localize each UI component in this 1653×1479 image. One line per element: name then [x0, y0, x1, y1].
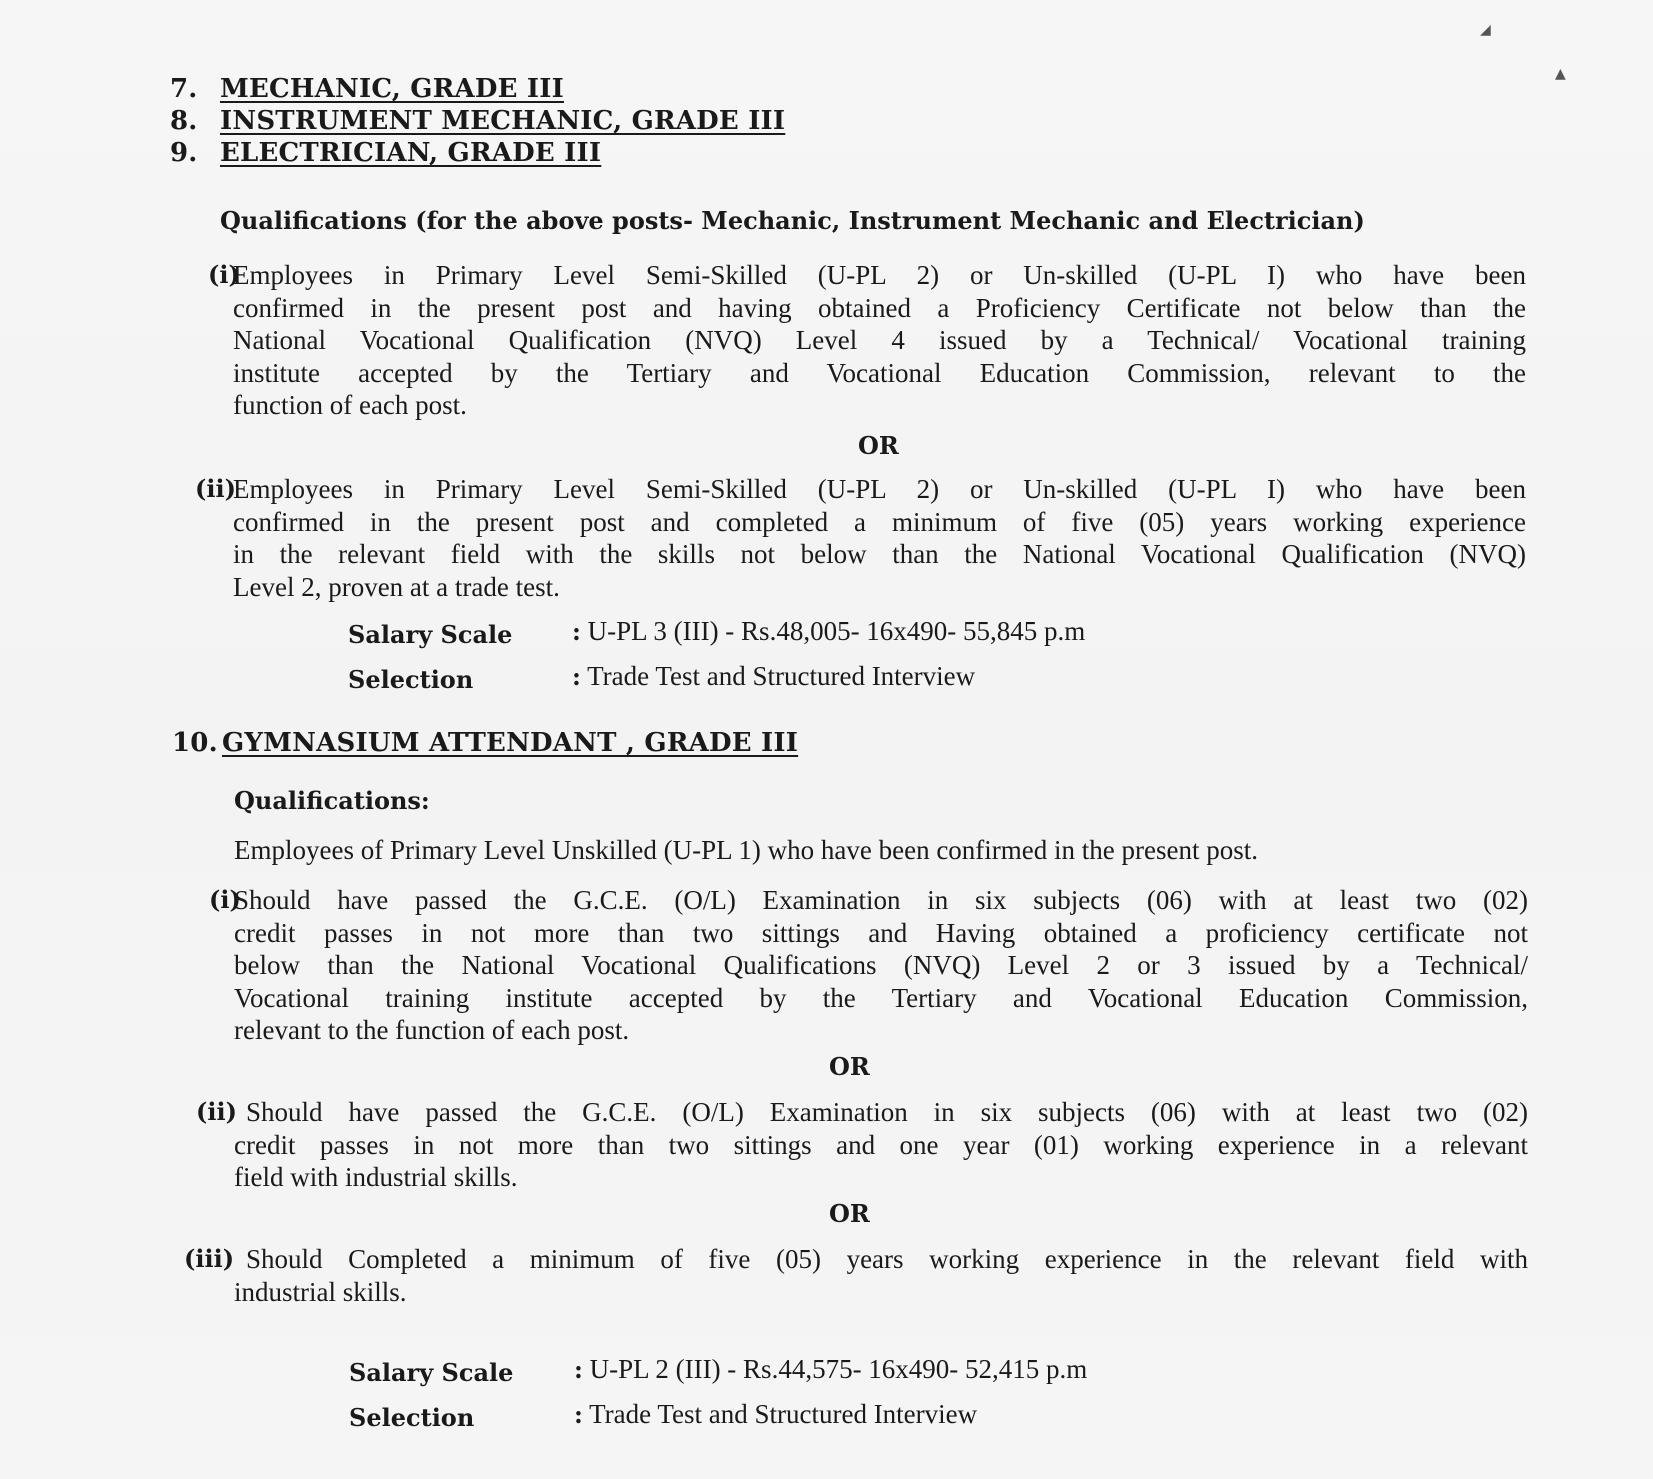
qualification-option — [196, 1096, 1528, 1194]
or-separator: OR — [829, 1052, 870, 1081]
colon: : — [572, 662, 581, 691]
scan-speck: ◢ — [1480, 22, 1491, 38]
option-line: Level 2, proven at a trade test. — [233, 571, 560, 602]
post-title: GYMNASIUM ATTENDANT , GRADE III — [222, 728, 799, 758]
selection-label: Selection — [349, 1403, 475, 1432]
post-title: INSTRUMENT MECHANIC, GRADE III — [220, 106, 786, 136]
option-line: industrial skills. — [234, 1276, 407, 1307]
salary-scale-value — [572, 616, 1085, 647]
option-line: relevant to the function of each post. — [234, 1015, 630, 1045]
qualification-option — [184, 1243, 1528, 1308]
option-marker: (i) — [208, 260, 240, 289]
post-heading — [170, 106, 785, 136]
option-line: in the relevant field with the skills not below than the National Vocational Qualification (NVQ) — [233, 539, 1526, 569]
option-line: confirmed in the present post and completed a minimum of five (05) years working experience — [233, 506, 1526, 537]
selection-value — [574, 1399, 977, 1430]
post-number: 8. — [170, 106, 198, 136]
option-line: credit passes in not more than two sittings and Having obtained a proficiency certificate not — [234, 917, 1528, 948]
salary-scale-label: Salary Scale — [349, 1358, 514, 1387]
option-line: below than the National Vocational Qualifications (NVQ) Level 2 or 3 issued by a Technical/ — [234, 950, 1528, 980]
option-line: field with industrial skills. — [234, 1162, 518, 1192]
post-number: 7. — [170, 74, 198, 104]
selection-label: Selection — [348, 665, 474, 694]
selection-value — [572, 661, 975, 692]
qualifications-heading: Qualifications (for the above posts- Mechanic, Instrument Mechanic and Electrician) — [220, 206, 1365, 235]
salary-scale-text: U-PL 2 (III) - Rs.44,575- 16x490- 52,415 p.m — [589, 1354, 1088, 1384]
option-marker: (ii) — [196, 1097, 237, 1126]
post-heading — [170, 74, 564, 104]
post-heading — [172, 728, 798, 758]
colon: : — [574, 1400, 583, 1429]
post-heading — [170, 138, 601, 168]
option-marker: (iii) — [184, 1244, 235, 1273]
selection-text: Trade Test and Structured Interview — [589, 1399, 978, 1429]
qualification-option — [209, 884, 1528, 1047]
colon: : — [574, 1355, 583, 1384]
option-line: function of each post. — [233, 390, 467, 420]
qualification-intro: Employees of Primary Level Unskilled (U-PL 1) who have been confirmed in the present post. — [234, 835, 1258, 865]
colon: : — [572, 617, 581, 646]
salary-scale-text: U-PL 3 (III) - Rs.48,005- 16x490- 55,845 p.m — [587, 616, 1086, 646]
qualification-option — [208, 259, 1526, 422]
post-title: ELECTRICIAN, GRADE III — [220, 138, 602, 168]
qualification-option — [195, 473, 1526, 603]
option-line: credit passes in not more than two sittings and one year (01) working experience in a relevant — [234, 1129, 1528, 1160]
option-line: institute accepted by the Tertiary and Vocational Education Commission, relevant to the — [233, 357, 1526, 388]
option-line: Vocational training institute accepted by the Tertiary and Vocational Education Commission, — [234, 982, 1528, 1013]
salary-scale-label: Salary Scale — [348, 620, 513, 649]
option-line: Employees in Primary Level Semi-Skilled (U-PL 2) or Un-skilled (U-PL I) who have been — [233, 260, 1526, 290]
option-line: Employees in Primary Level Semi-Skilled (U-PL 2) or Un-skilled (U-PL I) who have been — [233, 474, 1526, 504]
option-line: confirmed in the present post and having obtained a Proficiency Certificate not below than the — [233, 292, 1526, 323]
post-number: 10. — [172, 728, 218, 758]
option-line: Should have passed the G.C.E. (O/L) Examination in six subjects (06) with at least two (02) — [234, 885, 1528, 915]
post-number: 9. — [170, 138, 198, 168]
scan-speck: ▲ — [1555, 66, 1566, 82]
or-separator: OR — [858, 431, 899, 460]
option-marker: (ii) — [195, 474, 236, 503]
option-line: Should Completed a minimum of five (05) years working experience in the relevant field with — [246, 1244, 1528, 1274]
option-line: Should have passed the G.C.E. (O/L) Examination in six subjects (06) with at least two (02) — [246, 1097, 1528, 1127]
option-line: National Vocational Qualification (NVQ) Level 4 issued by a Technical/ Vocational training — [233, 325, 1526, 355]
selection-text: Trade Test and Structured Interview — [587, 661, 976, 691]
option-marker: (i) — [209, 885, 241, 914]
or-separator: OR — [829, 1199, 870, 1228]
qualifications-heading: Qualifications: — [234, 786, 430, 815]
salary-scale-value — [574, 1354, 1087, 1385]
post-title: MECHANIC, GRADE III — [220, 74, 564, 104]
